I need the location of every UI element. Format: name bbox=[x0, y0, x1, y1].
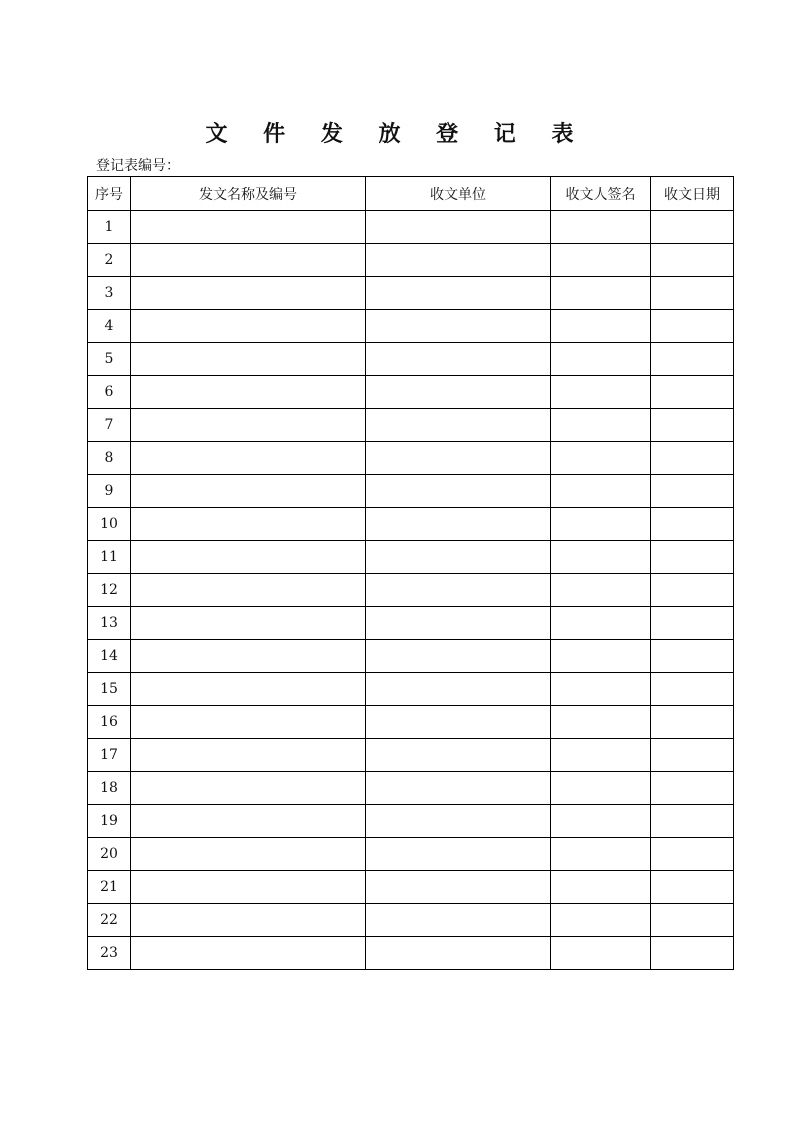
receiving-unit-cell[interactable] bbox=[366, 343, 551, 376]
document-name-cell[interactable] bbox=[131, 310, 366, 343]
recipient-signature-cell[interactable] bbox=[551, 937, 651, 970]
document-name-cell[interactable] bbox=[131, 673, 366, 706]
receiving-unit-cell[interactable] bbox=[366, 211, 551, 244]
seq-cell: 20 bbox=[88, 838, 131, 871]
document-name-cell[interactable] bbox=[131, 409, 366, 442]
table-row bbox=[88, 640, 734, 673]
seq-cell: 18 bbox=[88, 772, 131, 805]
receiving-unit-cell[interactable] bbox=[366, 244, 551, 277]
receipt-date-cell[interactable] bbox=[651, 838, 734, 871]
table-row bbox=[88, 310, 734, 343]
document-name-cell[interactable] bbox=[131, 574, 366, 607]
table-row bbox=[88, 607, 734, 640]
table-row bbox=[88, 772, 734, 805]
document-name-cell[interactable] bbox=[131, 805, 366, 838]
table-row bbox=[88, 706, 734, 739]
table-row bbox=[88, 937, 734, 970]
receipt-date-cell[interactable] bbox=[651, 376, 734, 409]
receipt-date-cell[interactable] bbox=[651, 442, 734, 475]
recipient-signature-cell[interactable] bbox=[551, 838, 651, 871]
receiving-unit-cell[interactable] bbox=[366, 376, 551, 409]
column-header-recipient-signature: 收文人签名 bbox=[551, 177, 651, 211]
document-name-cell[interactable] bbox=[131, 640, 366, 673]
receipt-date-cell[interactable] bbox=[651, 541, 734, 574]
receiving-unit-cell[interactable] bbox=[366, 442, 551, 475]
table-row bbox=[88, 871, 734, 904]
table-row bbox=[88, 904, 734, 937]
recipient-signature-cell[interactable] bbox=[551, 772, 651, 805]
receiving-unit-cell[interactable] bbox=[366, 871, 551, 904]
receipt-date-cell[interactable] bbox=[651, 211, 734, 244]
document-name-cell[interactable] bbox=[131, 211, 366, 244]
receipt-date-cell[interactable] bbox=[651, 640, 734, 673]
recipient-signature-cell[interactable] bbox=[551, 376, 651, 409]
recipient-signature-cell[interactable] bbox=[551, 211, 651, 244]
seq-cell: 2 bbox=[88, 244, 131, 277]
receiving-unit-cell[interactable] bbox=[366, 739, 551, 772]
seq-cell: 8 bbox=[88, 442, 131, 475]
seq-cell: 4 bbox=[88, 310, 131, 343]
receipt-date-cell[interactable] bbox=[651, 739, 734, 772]
receiving-unit-cell[interactable] bbox=[366, 904, 551, 937]
receipt-date-cell[interactable] bbox=[651, 607, 734, 640]
recipient-signature-cell[interactable] bbox=[551, 508, 651, 541]
recipient-signature-cell[interactable] bbox=[551, 904, 651, 937]
page-title: 文 件 发 放 登 记 表 bbox=[205, 122, 588, 147]
registration-number-label: 登记表编号： bbox=[96, 158, 180, 174]
recipient-signature-cell[interactable] bbox=[551, 541, 651, 574]
receipt-date-cell[interactable] bbox=[651, 904, 734, 937]
receipt-date-cell[interactable] bbox=[651, 937, 734, 970]
table-row bbox=[88, 805, 734, 838]
document-name-cell[interactable] bbox=[131, 442, 366, 475]
table-row bbox=[88, 277, 734, 310]
receipt-date-cell[interactable] bbox=[651, 475, 734, 508]
seq-cell: 15 bbox=[88, 673, 131, 706]
recipient-signature-cell[interactable] bbox=[551, 607, 651, 640]
receiving-unit-cell[interactable] bbox=[366, 805, 551, 838]
receiving-unit-cell[interactable] bbox=[366, 673, 551, 706]
table-row bbox=[88, 475, 734, 508]
table-row bbox=[88, 442, 734, 475]
document-name-cell[interactable] bbox=[131, 706, 366, 739]
document-name-cell[interactable] bbox=[131, 871, 366, 904]
receipt-date-cell[interactable] bbox=[651, 277, 734, 310]
seq-cell: 1 bbox=[88, 211, 131, 244]
receiving-unit-cell[interactable] bbox=[366, 640, 551, 673]
receiving-unit-cell[interactable] bbox=[366, 772, 551, 805]
table-row bbox=[88, 541, 734, 574]
receipt-date-cell[interactable] bbox=[651, 244, 734, 277]
seq-cell: 23 bbox=[88, 937, 131, 970]
seq-cell: 17 bbox=[88, 739, 131, 772]
column-header-receiving-unit: 收文单位 bbox=[366, 177, 551, 211]
table-row bbox=[88, 574, 734, 607]
document-name-cell[interactable] bbox=[131, 475, 366, 508]
receiving-unit-cell[interactable] bbox=[366, 541, 551, 574]
receiving-unit-cell[interactable] bbox=[366, 310, 551, 343]
recipient-signature-cell[interactable] bbox=[551, 310, 651, 343]
table-row bbox=[88, 244, 734, 277]
seq-cell: 11 bbox=[88, 541, 131, 574]
receipt-date-cell[interactable] bbox=[651, 343, 734, 376]
document-name-cell[interactable] bbox=[131, 541, 366, 574]
recipient-signature-cell[interactable] bbox=[551, 640, 651, 673]
document-name-cell[interactable] bbox=[131, 904, 366, 937]
document-name-cell[interactable] bbox=[131, 277, 366, 310]
recipient-signature-cell[interactable] bbox=[551, 475, 651, 508]
recipient-signature-cell[interactable] bbox=[551, 574, 651, 607]
column-header-receipt-date: 收文日期 bbox=[651, 177, 734, 211]
seq-cell: 5 bbox=[88, 343, 131, 376]
receiving-unit-cell[interactable] bbox=[366, 838, 551, 871]
receipt-date-cell[interactable] bbox=[651, 310, 734, 343]
document-name-cell[interactable] bbox=[131, 244, 366, 277]
recipient-signature-cell[interactable] bbox=[551, 244, 651, 277]
table-row bbox=[88, 211, 734, 244]
recipient-signature-cell[interactable] bbox=[551, 277, 651, 310]
table-row bbox=[88, 838, 734, 871]
receipt-date-cell[interactable] bbox=[651, 706, 734, 739]
seq-cell: 14 bbox=[88, 640, 131, 673]
receiving-unit-cell[interactable] bbox=[366, 574, 551, 607]
column-header-document-name: 发文名称及编号 bbox=[131, 177, 366, 211]
receiving-unit-cell[interactable] bbox=[366, 508, 551, 541]
document-name-cell[interactable] bbox=[131, 607, 366, 640]
document-name-cell[interactable] bbox=[131, 772, 366, 805]
recipient-signature-cell[interactable] bbox=[551, 673, 651, 706]
table-row bbox=[88, 376, 734, 409]
seq-cell: 6 bbox=[88, 376, 131, 409]
seq-cell: 3 bbox=[88, 277, 131, 310]
seq-cell: 19 bbox=[88, 805, 131, 838]
document-name-cell[interactable] bbox=[131, 343, 366, 376]
receiving-unit-cell[interactable] bbox=[366, 277, 551, 310]
distribution-register-table bbox=[87, 176, 734, 970]
recipient-signature-cell[interactable] bbox=[551, 409, 651, 442]
receipt-date-cell[interactable] bbox=[651, 574, 734, 607]
table-row bbox=[88, 343, 734, 376]
receipt-date-cell[interactable] bbox=[651, 673, 734, 706]
table-header-row bbox=[88, 177, 734, 211]
seq-cell: 7 bbox=[88, 409, 131, 442]
recipient-signature-cell[interactable] bbox=[551, 871, 651, 904]
seq-cell: 12 bbox=[88, 574, 131, 607]
recipient-signature-cell[interactable] bbox=[551, 442, 651, 475]
recipient-signature-cell[interactable] bbox=[551, 805, 651, 838]
table-row bbox=[88, 739, 734, 772]
seq-cell: 22 bbox=[88, 904, 131, 937]
receiving-unit-cell[interactable] bbox=[366, 409, 551, 442]
document-name-cell[interactable] bbox=[131, 508, 366, 541]
receipt-date-cell[interactable] bbox=[651, 871, 734, 904]
recipient-signature-cell[interactable] bbox=[551, 706, 651, 739]
column-header-seq: 序号 bbox=[88, 177, 131, 211]
document-name-cell[interactable] bbox=[131, 376, 366, 409]
document-name-cell[interactable] bbox=[131, 838, 366, 871]
receipt-date-cell[interactable] bbox=[651, 772, 734, 805]
seq-cell: 16 bbox=[88, 706, 131, 739]
document-name-cell[interactable] bbox=[131, 739, 366, 772]
receiving-unit-cell[interactable] bbox=[366, 607, 551, 640]
recipient-signature-cell[interactable] bbox=[551, 343, 651, 376]
seq-cell: 13 bbox=[88, 607, 131, 640]
table-row bbox=[88, 409, 734, 442]
receipt-date-cell[interactable] bbox=[651, 805, 734, 838]
receiving-unit-cell[interactable] bbox=[366, 475, 551, 508]
receipt-date-cell[interactable] bbox=[651, 409, 734, 442]
receipt-date-cell[interactable] bbox=[651, 508, 734, 541]
table-row bbox=[88, 673, 734, 706]
receiving-unit-cell[interactable] bbox=[366, 706, 551, 739]
receiving-unit-cell[interactable] bbox=[366, 937, 551, 970]
recipient-signature-cell[interactable] bbox=[551, 739, 651, 772]
document-name-cell[interactable] bbox=[131, 937, 366, 970]
seq-cell: 21 bbox=[88, 871, 131, 904]
seq-cell: 10 bbox=[88, 508, 131, 541]
table-body bbox=[88, 211, 734, 970]
table-row bbox=[88, 508, 734, 541]
seq-cell: 9 bbox=[88, 475, 131, 508]
